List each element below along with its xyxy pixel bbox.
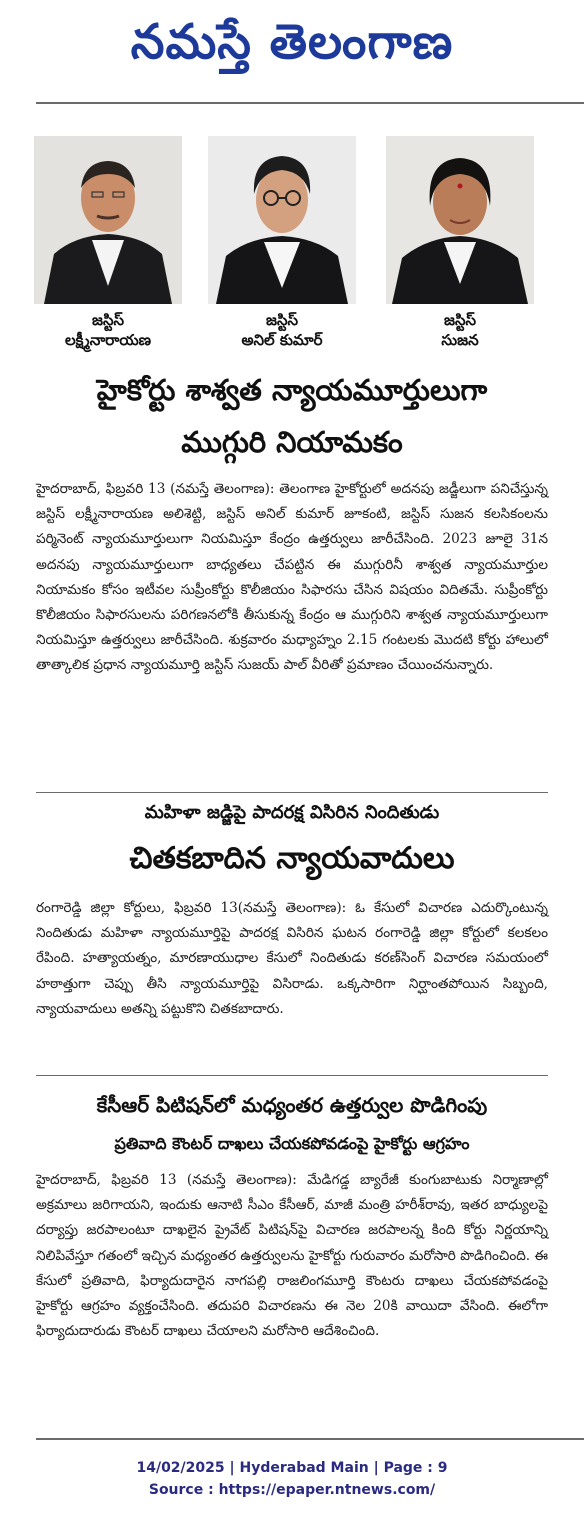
article-divider (36, 792, 548, 793)
article2-headline: చితకబాదిన న్యాయవాదులు (129, 841, 455, 876)
article-divider (36, 1075, 548, 1076)
judge-portrait-photo (208, 136, 356, 304)
judge-photo-2 (208, 136, 356, 350)
judge-caption (208, 310, 356, 350)
masthead (0, 0, 584, 95)
article3-body: హైదరాబాద్, ఫిబ్రవరి 13 (నమస్తే తెలంగాణ): మేడిగడ్డ బ్యారేజీ కుంగుబాటుకు నిర్మాణాల్లో అక్రమాలు జరిగాయని, ఇందుకు ఆనాటి సీఎం కేసీఆర్, మాజీ మంత్రి హరీశ్‌రావు, ఇతర బాధ్యులపై దర్యాప్తు జరపాలంటూ దాఖలైన ప్రైవేట్ పిటిషన్‌పై విచారణ జరపాలన్న కింది కోర్టు నిర్ణయాన్ని నిలిపివేస్తూ గతంలో ఇచ్చిన మధ్యంతర ఉత్తర్వులను హైకోర్టు గురువారం మరోసారి పొడిగించింది. ఈ కేసులో ప్రతివాది, ఫిర్యాదుదారైన నాగపల్లి రాజలింగమూర్తి కౌంటరు దాఖలు చేయకపోవడంపై హైకోర్టు ఆగ్రహం వ్యక్తంచేసింది. తదుపరి విచారణను ఈ నెల 20కి వాయిదా వేసింది. ఈలోగా ఫిర్యాదుదారుడు కౌంటర్ దాఖలు చేయాలని మరోసారి ఆదేశించింది. (36, 1172, 548, 1340)
judge-portrait-photo (386, 136, 534, 304)
article2-kicker: మహిళా జడ్జిపై పాదరక్ష విసిరిన నిందితుడు (144, 802, 440, 823)
footer-edition-info: 14/02/2025 | Hyderabad Main | Page : 9 (136, 1460, 448, 1476)
caption-title: జస్టిస్ (265, 311, 299, 329)
caption-title: జస్టిస్ (443, 311, 477, 329)
judge-photo-1 (34, 136, 182, 350)
article1-headline-line1: హైకోర్టు శాశ్వత న్యాయమూర్తులుగా (96, 373, 488, 407)
caption-name: అనిల్ కుమార్ (241, 331, 323, 349)
article3-headline: కేసీఆర్ పిటిషన్‌లో మధ్యంతర ఉత్తర్వుల పొడిగింపు (96, 1093, 488, 1117)
article1-headline-line2: ముగ్గురి నియామకం (181, 425, 403, 459)
footer-source: Source : https://epaper.ntnews.com/ (148, 1482, 436, 1498)
judge-portrait-photo (34, 136, 182, 304)
masthead-rule (36, 102, 584, 104)
caption-name: సుజన (441, 331, 479, 349)
article2-body: రంగారెడ్డి జిల్లా కోర్టులు, ఫిబ్రవరి 13(నమస్తే తెలంగాణ): ఓ కేసులో విచారణ ఎదుర్కొంటున్న నిందితుడు మహిళా న్యాయమూర్తిపై పాదరక్ష విసిరిన ఘటన రంగారెడ్డి జిల్లా కోర్టులో కలకలం రేపింది. హత్యాయత్నం, మారణాయుధాల కేసులో నిందితుడు కరణ్‌సింగ్ విచారణ సమయంలో హఠాత్తుగా చెప్పు తీసి న్యాయమూర్తిపై విసిరాడు. ఒక్కసారిగా నిర్ఘాంతపోయిన సిబ్బంది, న్యాయవాదులు అతన్ని పట్టుకొని చితకబాదారు. (36, 900, 548, 1017)
article3-subhead: ప్రతివాది కౌంటర్ దాఖలు చేయకపోవడంపై హైకోర్టు ఆగ్రహం (114, 1134, 470, 1153)
judges-photo-row (0, 136, 584, 366)
judge-photo-3 (386, 136, 534, 350)
article1-body: హైదరాబాద్, ఫిబ్రవరి 13 (నమస్తే తెలంగాణ): తెలంగాణ హైకోర్టులో అదనపు జడ్జీలుగా పనిచేస్తున్న జస్టిస్ లక్ష్మీనారాయణ అలిశెట్టి, జస్టిస్ అనిల్ కుమార్ జూకంటి, జస్టిస్ సుజన కలసికంలను పర్మినెంట్ న్యాయమూర్తులుగా నియమిస్తూ కేంద్రం ఉత్తర్వులు జారీచేసింది. 2023 జూలై 31న అదనపు న్యాయమూర్తులుగా బాధ్యతలు చేపట్టిన ఈ ముగ్గురినీ శాశ్వత న్యాయమూర్తుల నియామకం కోసం ఇటీవల సుప్రీంకోర్టు కొలీజియం సిఫారసు చేసిన విషయం విదితమే. సుప్రీంకోర్టు కొలీజియం సిఫారసులను పరిగణనలోకి తీసుకున్న కేంద్రం ఆ ముగ్గురిని శాశ్వత న్యాయమూర్తులుగా నియమిస్తూ ఉత్తర్వులు జారీచేసింది. శుక్రవారం మధ్యాహ్నం 2.15 గంటలకు మొదటి కోర్టు హాలులో తాత్కాలిక ప్రధాన న్యాయమూర్తి జస్టిస్ సుజయ్ పాల్ వీరితో ప్రమాణం చేయించనున్నారు. (36, 481, 548, 674)
footer-rule (36, 1438, 584, 1440)
judge-caption (386, 310, 534, 350)
newspaper-title: నమస్తే తెలంగాణ (130, 13, 454, 70)
caption-name: లక్ష్మీనారాయణ (64, 331, 152, 349)
caption-title: జస్టిస్ (91, 311, 125, 329)
judge-caption (34, 310, 182, 350)
